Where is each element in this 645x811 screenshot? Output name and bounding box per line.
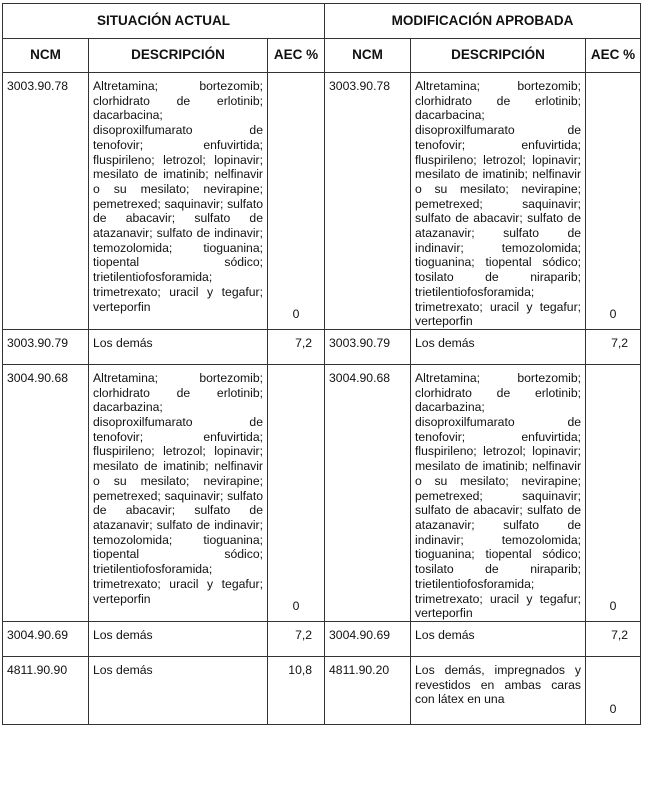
aec-rate-approved: 7,2 [586, 621, 641, 656]
aec-rate-approved: 7,2 [586, 329, 641, 364]
group-header-current: SITUACIÓN ACTUAL [3, 4, 325, 39]
table-row [3, 621, 641, 656]
aec-rate-approved: 0 [586, 656, 641, 724]
col-header-aec-approved: AEC % [586, 39, 641, 73]
description-approved: Los demás [411, 621, 586, 656]
description-current: Los demás [89, 329, 268, 364]
ncm-code-approved: 3004.90.68 [325, 364, 411, 621]
ncm-code-current: 3003.90.78 [3, 73, 89, 330]
table-row [3, 329, 641, 364]
col-header-ncm-approved: NCM [325, 39, 411, 73]
description-current: Altretamina; bortezomib; clorhidrato de erlotinib; dacarbazina; disoproxilfumarato de tenofovir; enfuvirtida; fluspirileno; letrozol; lopinavir; mesilato de imatinib; nelfinavir o su mesilato; nevirapine; pemetrexed; saquinavir; sulfato de abacavir; sulfato de atazanavir; sulfato de indinavir; temozolomida; tioguanina; tiopental sódico; trietilentiofosforamida; trimetrexato; uracil y tegafur; verteporfin [89, 364, 268, 621]
description-current: Los demás [89, 656, 268, 724]
ncm-code-approved: 4811.90.20 [325, 656, 411, 724]
col-header-description-current: DESCRIPCIÓN [89, 39, 268, 73]
ncm-code-current: 4811.90.90 [3, 656, 89, 724]
description-current: Altretamina; bortezomib; clorhidrato de erlotinib; dacarbacina; disoproxilfumarato de tenofovir; enfuvirtida; fluspirileno; letrozol; lopinavir; mesilato de imatinib; nelfinavir o su mesilato; nevirapine; pemetrexed; saquinavir; sulfato de abacavir; sulfato de atazanavir; sulfato de indinavir; temozolomida; tioguanina; tiopental sódico; trietilentiofosforamida; trimetrexato; uracil y tegafur; verteporfin [89, 73, 268, 330]
description-approved: Los demás [411, 329, 586, 364]
aec-rate-current: 0 [268, 73, 325, 330]
tariff-comparison-table [2, 3, 641, 725]
description-approved: Altretamina; bortezomib; clorhidrato de erlotinib; dacarbacina; disoproxilfumarato de tenofovir; enfuvirtida; fluspirileno; letrozol; lopinavir; mesilato de imatinib; nelfinavir o su mesilato; nevirapine; pemetrexed; saquinavir; sulfato de abacavir; sulfato de atazanavir; sulfato de indinavir; temozolomida; tioguanina; tiopental sódico; tosilato de niraparib; trietilentiofosforamida; trimetrexato; uracil y tegafur; verteporfin [411, 73, 586, 330]
ncm-code-current: 3004.90.68 [3, 364, 89, 621]
aec-rate-current: 0 [268, 364, 325, 621]
aec-rate-approved: 0 [586, 73, 641, 330]
col-header-ncm-current: NCM [3, 39, 89, 73]
table-row [3, 73, 641, 330]
ncm-code-approved: 3004.90.69 [325, 621, 411, 656]
aec-rate-current: 7,2 [268, 621, 325, 656]
ncm-code-approved: 3003.90.79 [325, 329, 411, 364]
group-header-approved: MODIFICACIÓN APROBADA [325, 4, 641, 39]
ncm-code-current: 3003.90.79 [3, 329, 89, 364]
col-header-aec-current: AEC % [268, 39, 325, 73]
description-current: Los demás [89, 621, 268, 656]
aec-rate-current: 10,8 [268, 656, 325, 724]
table-row [3, 364, 641, 621]
table-row [3, 656, 641, 724]
description-approved: Los demás, impregnados y revestidos en ambas caras con látex en una [411, 656, 586, 724]
description-approved: Altretamina; bortezomib; clorhidrato de erlotinib; dacarbazina; disoproxilfumarato de tenofovir; enfuvirtida; fluspirileno; letrozol; lopinavir; mesilato de imatinib; nelfinavir o su mesilato; nevirapine; pemetrexed; saquinavir; sulfato de abacavir; sulfato de atazanavir; sulfato de indinavir; temozolomida; tioguanina; tiopental sódico; tosilato de niraparib; trietilentiofosforamida; trimetrexato; uracil y tegafur; verteporfin [411, 364, 586, 621]
aec-rate-approved: 0 [586, 364, 641, 621]
col-header-description-approved: DESCRIPCIÓN [411, 39, 586, 73]
ncm-code-approved: 3003.90.78 [325, 73, 411, 330]
ncm-code-current: 3004.90.69 [3, 621, 89, 656]
aec-rate-current: 7,2 [268, 329, 325, 364]
